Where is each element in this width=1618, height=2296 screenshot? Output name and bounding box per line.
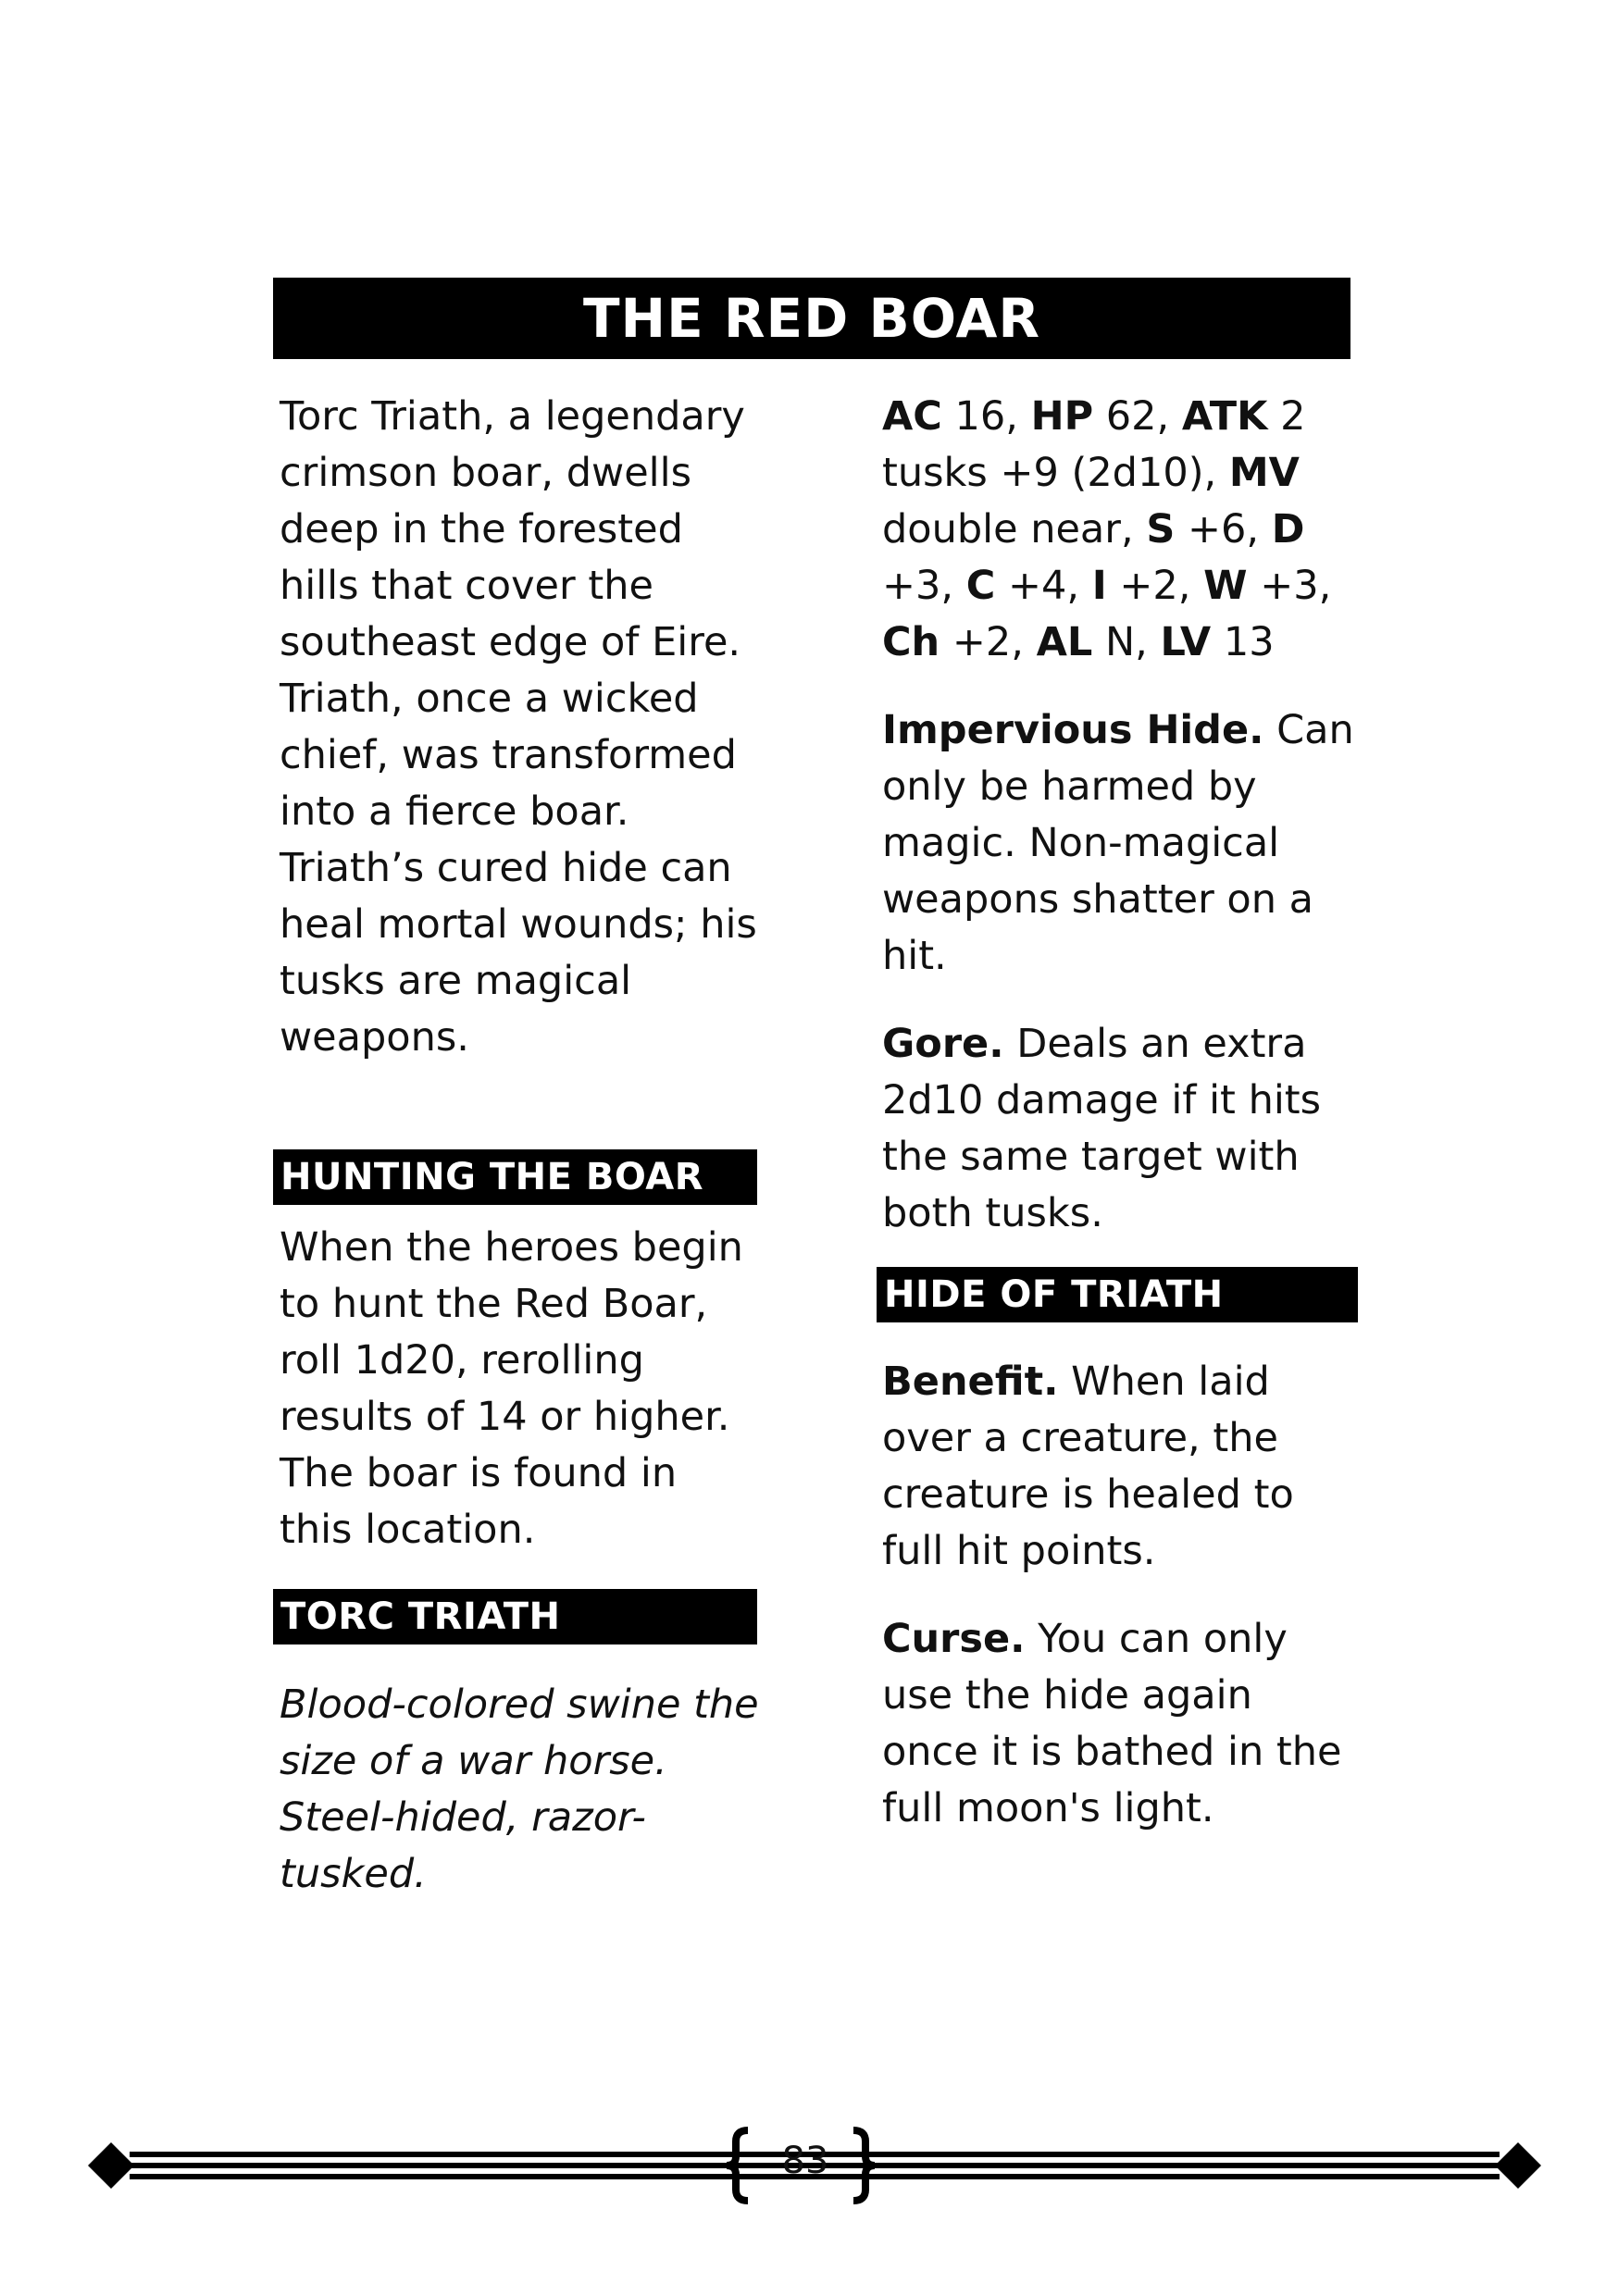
torc-heading: TORC TRIATH	[273, 1589, 757, 1644]
left-column	[280, 389, 761, 1066]
left-rule-middle	[130, 2163, 819, 2168]
title-banner	[273, 278, 1350, 359]
ability-gore: Gore. Deals an extra 2d10 damage if it hits the same target with both tusks.	[882, 1021, 1322, 1236]
hide-block	[882, 1354, 1354, 1837]
right-column	[882, 389, 1354, 1242]
left-rule-top	[130, 2152, 819, 2157]
hunting-block	[280, 1220, 761, 1558]
hide-benefit: Benefit. When laid over a creature, the creature is healed to full hit points.	[882, 1359, 1294, 1574]
ability-impervious-hide: Impervious Hide. Can only be harmed by magic. Non-magical weapons shatter on a hit.	[882, 707, 1354, 979]
intro-paragraph: Torc Triath, a legendary crimson boar, dwells deep in the forested hills that cover the southeast edge of Eire. Triath, once a wicked chief, was transformed into a fierce boar. Triath’s cured hide can heal mortal wounds; his tusks are magical weapons.	[280, 393, 757, 1061]
stat-block: AC 16, HP 62, ATK 2 tusks +9 (2d10), MV double near, S +6, D +3, C +4, I +2, W +3, Ch +2, AL N, LV 13	[882, 393, 1332, 665]
hunting-heading: HUNTING THE BOAR	[273, 1149, 757, 1205]
left-rule-bottom	[130, 2174, 819, 2179]
torc-description: Blood-colored swine the size of a war horse. Steel-hided, razor-tusked.	[280, 1682, 759, 1897]
right-rule-top	[810, 2152, 1500, 2157]
left-diamond-icon	[88, 2142, 134, 2189]
hide-curse: Curse. You can only use the hide again once it is bathed in the full moon's light.	[882, 1616, 1342, 1831]
right-rule-middle	[810, 2163, 1500, 2168]
hide-heading: HIDE OF TRIATH	[877, 1267, 1358, 1322]
hunting-text: When the heroes begin to hunt the Red Boar, roll 1d20, rerolling results of 14 or higher. The boar is found in this location.	[280, 1224, 743, 1553]
page-number: 83	[781, 2140, 829, 2182]
right-diamond-icon	[1495, 2142, 1541, 2189]
page-title: THE RED BOAR	[582, 287, 1041, 350]
torc-block	[280, 1677, 761, 1903]
right-rule-bottom	[810, 2174, 1500, 2179]
